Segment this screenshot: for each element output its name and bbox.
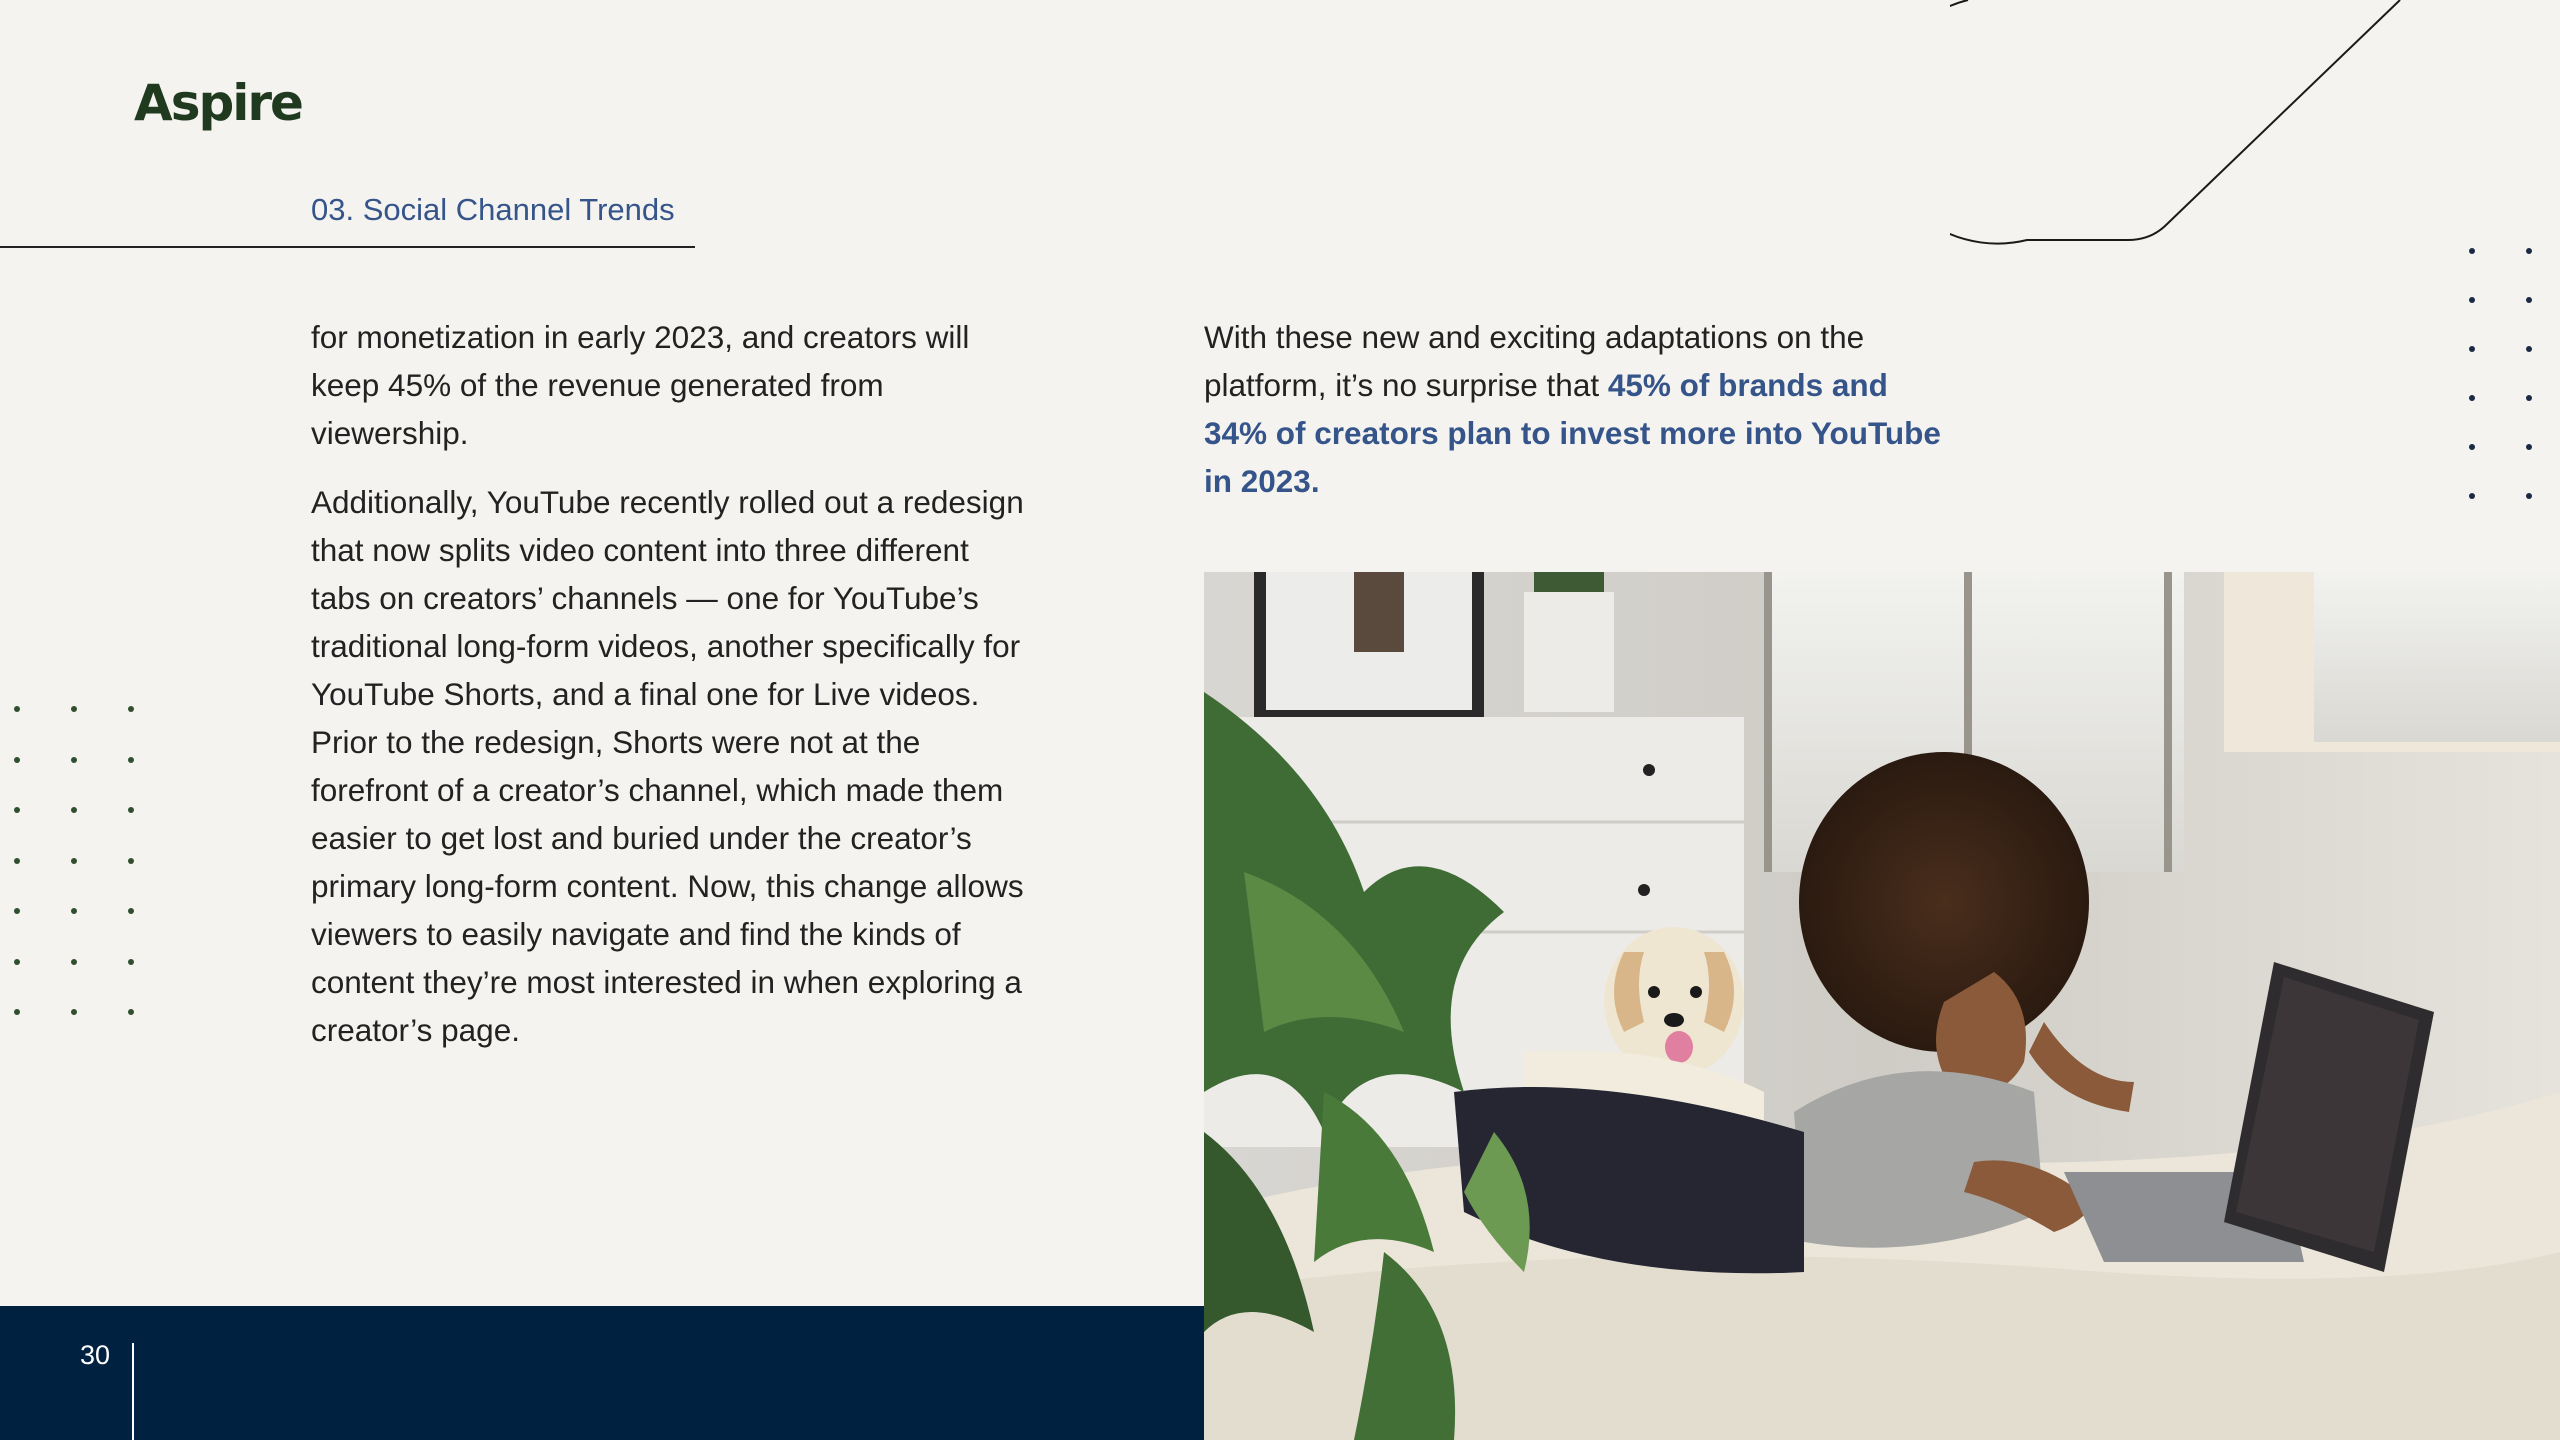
dot — [14, 757, 20, 763]
dot — [2526, 297, 2532, 303]
dot — [128, 807, 134, 813]
section-title: 03. Social Channel Trends — [311, 192, 675, 227]
dot — [2469, 297, 2475, 303]
dot — [128, 858, 134, 864]
dot — [128, 757, 134, 763]
dot — [2469, 493, 2475, 499]
paragraph-monetization: for monetization in early 2023, and creators will keep 45% of the revenue generated from viewership. — [311, 319, 970, 451]
dot — [14, 908, 20, 914]
pill-outline-icon — [1950, 0, 2430, 265]
column-right — [1204, 313, 1944, 505]
dot — [14, 807, 20, 813]
dot — [2526, 248, 2532, 254]
dot — [128, 908, 134, 914]
dot — [128, 706, 134, 712]
dot — [2526, 395, 2532, 401]
dot — [71, 807, 77, 813]
dot — [2469, 248, 2475, 254]
intro-text: With these new and exciting adaptations on the platform, it’s no surprise that — [1204, 319, 1865, 403]
dot — [14, 959, 20, 965]
page-number: 30 — [80, 1340, 111, 1370]
dot — [2469, 346, 2475, 352]
dot — [2526, 346, 2532, 352]
dot — [71, 757, 77, 763]
dot — [128, 1009, 134, 1015]
brand-logo: Aspire — [134, 74, 302, 132]
dot — [71, 858, 77, 864]
dot — [2469, 395, 2475, 401]
dot — [71, 706, 77, 712]
highlight-stat: 45% of brands and 34% of creators plan to invest more into YouTube in 2023. — [1204, 367, 1941, 499]
dot — [2469, 444, 2475, 450]
dot — [71, 908, 77, 914]
column-left — [311, 313, 1031, 1075]
hero-photo — [1204, 572, 2560, 1440]
dot — [14, 858, 20, 864]
dot — [2526, 493, 2532, 499]
dot — [14, 1009, 20, 1015]
paragraph-redesign: Additionally, YouTube recently rolled out a redesign that now splits video content into three different tabs on creators’ channels — one for YouTube’s traditional long-form videos, another specifically for YouTube Shorts, and a final one for Live videos. Prior to the redesign, Shorts were not at the forefront of a creator’s channel, which made them easier to get lost and buried under the creator’s primary long-form content. Now, this change allows viewers to easily navigate and find the kinds of content they’re most interested in when exploring a creator’s page. — [311, 484, 1024, 1048]
footer-divider — [132, 1343, 134, 1440]
dot — [14, 706, 20, 712]
dot — [71, 1009, 77, 1015]
dot — [71, 959, 77, 965]
dot — [128, 959, 134, 965]
footer-bar — [0, 1306, 1204, 1440]
dot — [2526, 444, 2532, 450]
section-divider — [0, 246, 695, 248]
